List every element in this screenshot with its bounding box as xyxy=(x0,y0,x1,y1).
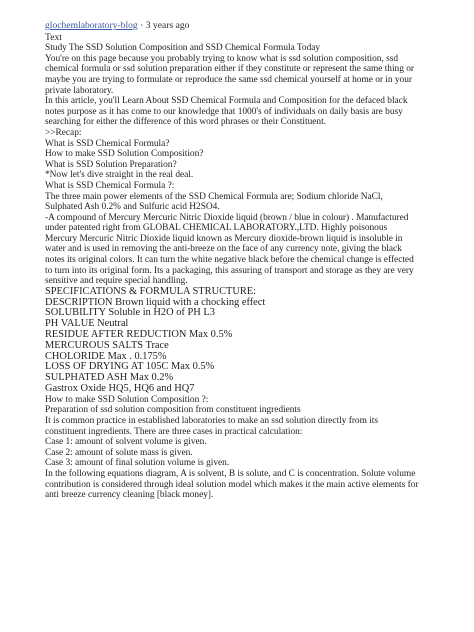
article-text-line: Case 1: amount of solvent volume is given. xyxy=(45,437,207,448)
spec-line: SPECIFICATIONS & FORMULA STRUCTURE: xyxy=(45,285,257,297)
spec-line: CHOLORIDE Max . 0.175% xyxy=(45,350,167,362)
spec-line: MERCUROUS SALTS Trace xyxy=(45,339,169,351)
post-type-label: Text xyxy=(45,32,62,43)
spec-line: SOLUBILITY Soluble in H2O of PH L3 xyxy=(45,307,215,319)
spec-line: Gastrox Oxide HQ5, HQ6 and HQ7 xyxy=(45,383,195,395)
article-text-line: How to make SSD Solution Composition? xyxy=(45,149,204,160)
article-text-line: How to make SSD Solution Composition ?: xyxy=(45,394,209,405)
article-text-line: searching for either the difference of this word phrases or their Constituent. xyxy=(45,117,326,128)
author-link[interactable]: glochemlaboratory-blog xyxy=(45,20,138,31)
article-text-line: Preparation of ssd solution composition from constituent ingredients xyxy=(45,405,301,416)
spec-line: SULPHATED ASH Max 0.2% xyxy=(45,372,174,384)
article-intro xyxy=(45,43,467,287)
article-text-line: -A compound of Mercury Mercuric Nitric Dioxide liquid (brown / blue in colour) . Manufactured xyxy=(45,212,409,223)
article-text-line: Sulphated Ash 0.2% and Sulfuric acid H2SO4. xyxy=(45,202,220,213)
spec-line: LOSS OF DRYING AT 105C Max 0.5% xyxy=(45,361,215,373)
article-text-line: private laboratory. xyxy=(45,85,114,96)
article-text-line: What is SSD Solution Preparation? xyxy=(45,159,177,170)
article-text-line: In this article, you'll Learn About SSD Chemical Formula and Composition for the defaced black xyxy=(45,96,408,107)
article-text-line: sensitive and require special handling. xyxy=(45,276,188,287)
article-text-line: chemical formula or ssd solution preparation either if they constitute or represent the same thing or xyxy=(45,64,414,75)
meta-separator: · xyxy=(140,20,144,31)
specifications-block xyxy=(45,287,467,395)
article-text-line: Case 2: amount of solute mass is given. xyxy=(45,447,193,458)
spec-line: PH VALUE Neutral xyxy=(45,318,129,330)
article-outro xyxy=(45,395,467,501)
article-text-line: It is common practice in established laboratories to make an ssd solution directly from its xyxy=(45,416,378,427)
post-meta xyxy=(45,20,467,32)
article-text-line: Study The SSD Solution Composition and SSD Chemical Formula Today xyxy=(45,43,321,54)
article-text-line: water and is used in removing the anti-breeze on the face of any currency note, giving the black xyxy=(45,244,402,255)
article-text-line: notes purpose as it has come to our knowledge that 1000's of individuals on daily basis are busy xyxy=(45,106,403,117)
article-text-line: to turn into its original form. Its a packaging, this assuring of transport and storage as they are very xyxy=(45,265,414,276)
article-text-line: Case 3: amount of final solution volume is given. xyxy=(45,458,230,469)
article-text-line: maybe you are trying to formulate or reproduce the same ssd chemical yourself at home or in your xyxy=(45,74,412,85)
article-text-line: What is SSD Chemical Formula? xyxy=(45,138,170,149)
post-age: 3 years ago xyxy=(145,20,190,31)
article-text-line: *Now let's dive straight in the real deal. xyxy=(45,170,194,181)
article-text-line: anti breeze currency cleaning [black money]. xyxy=(45,490,214,501)
post-container xyxy=(45,20,467,501)
article-text-line: >>Recap: xyxy=(45,127,82,138)
article-text-line: In the following equations diagram, A is solvent, B is solute, and C is concentration. Solute volume xyxy=(45,468,416,479)
article-text-line: notes its original colors. It can turn the white negative black before the chemical change is effected xyxy=(45,255,414,266)
article-text-line: The three main power elements of the SSD Chemical Formula are; Sodium chloride NaCl, xyxy=(45,191,383,202)
article-text-line: Mercury Mercuric Nitric Dioxide liquid known as Mercury dioxide-brown liquid is insoluble in xyxy=(45,233,403,244)
article-text-line: You're on this page because you probably trying to know what is ssd solution composition, ssd xyxy=(45,53,399,64)
article-text-line: What is SSD Chemical Formula ?: xyxy=(45,180,175,191)
article-text-line: contribution is considered through ideal solution model which makes it the main active elements for xyxy=(45,479,419,490)
spec-line: RESIDUE AFTER REDUCTION Max 0.5% xyxy=(45,329,233,341)
article-text-line: constituent ingredients. There are three cases in practical calculation: xyxy=(45,426,303,437)
article-text-line: under patented right from GLOBAL CHEMICAL LABORATORY.,LTD. Highly poisonous xyxy=(45,223,388,234)
spec-line: DESCRIPTION Brown liquid with a chocking effect xyxy=(45,296,266,308)
